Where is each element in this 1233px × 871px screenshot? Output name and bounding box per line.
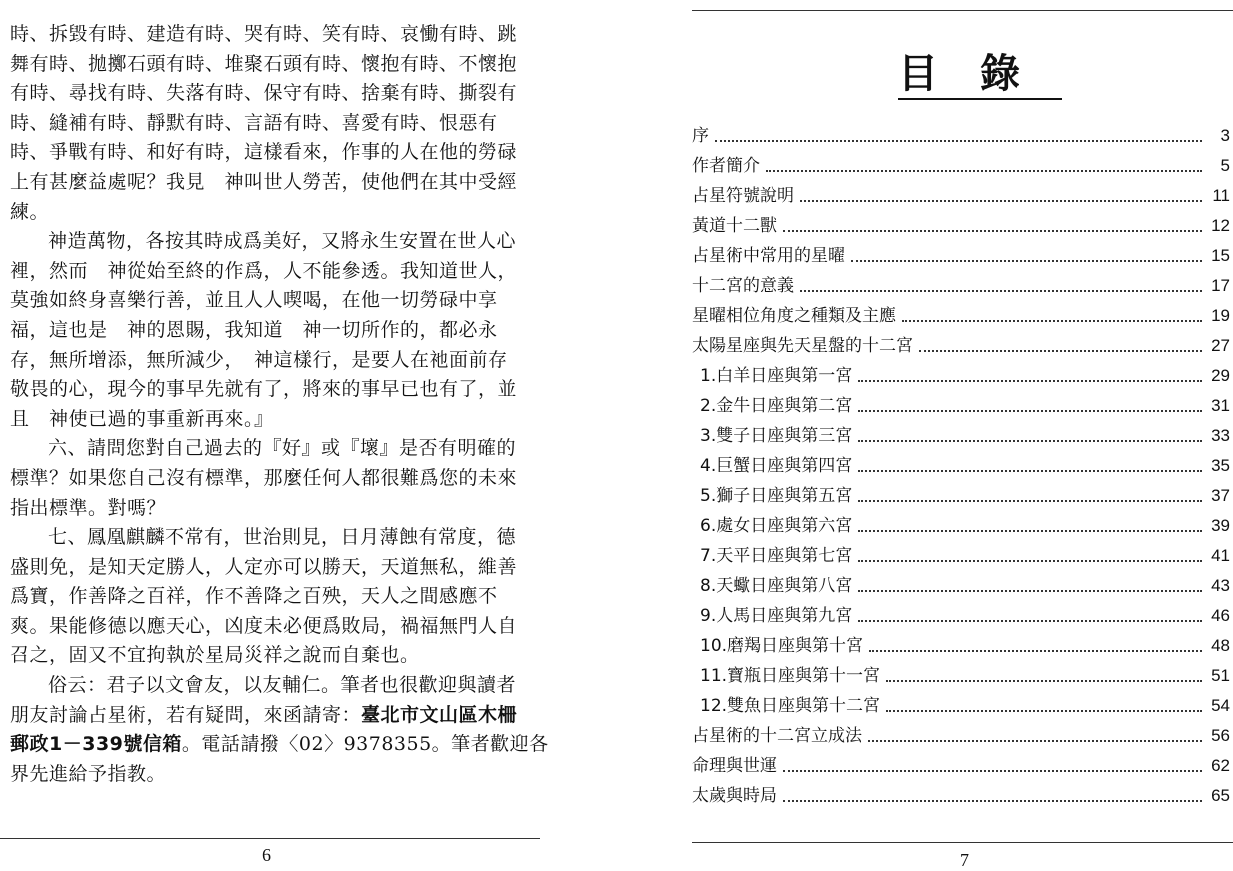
text-segment: 爲寶，作善降之百祥，作不善降之百殃，天人之間感應不 bbox=[10, 585, 498, 608]
text-line bbox=[10, 109, 550, 139]
toc-entry-title: 9.人馬日座與第九宮 bbox=[700, 606, 853, 626]
text-segment: 神造萬物，各按其時成爲美好，又將永生安置在世人心 bbox=[48, 230, 517, 253]
dot-leader bbox=[858, 620, 1202, 622]
footer-rule bbox=[692, 842, 1233, 843]
toc-entry bbox=[692, 691, 1230, 721]
toc-entry-page: 48 bbox=[1211, 636, 1230, 655]
text-line bbox=[10, 79, 550, 109]
dot-leader bbox=[858, 470, 1202, 472]
toc-entry-page: 43 bbox=[1211, 576, 1230, 595]
text-segment: 舞有時、拋擲石頭有時、堆聚石頭有時、懷抱有時、不懷抱 bbox=[10, 52, 518, 75]
dot-leader bbox=[868, 740, 1202, 742]
dot-leader bbox=[858, 590, 1202, 592]
toc-entry-title: 7.天平日座與第七宮 bbox=[700, 546, 853, 566]
toc-entry-title: 黃道十二獸 bbox=[692, 216, 777, 236]
toc-entry bbox=[692, 301, 1230, 331]
toc-entry-title: 4.巨蟹日座與第四宮 bbox=[700, 456, 853, 476]
dot-leader bbox=[851, 260, 1202, 262]
text-segment: 莫強如終身喜樂行善，並且人人喫喝，在他一切勞碌中享 bbox=[10, 289, 498, 312]
toc-entry-page: 56 bbox=[1211, 726, 1230, 745]
toc-entry-title: 10.磨羯日座與第十宮 bbox=[700, 636, 864, 656]
toc-entry-title: 2.金牛日座與第二宮 bbox=[700, 396, 853, 416]
dot-leader bbox=[783, 770, 1202, 772]
text-line bbox=[10, 523, 550, 553]
text-line bbox=[10, 434, 550, 464]
text-line bbox=[10, 405, 550, 435]
toc-entry bbox=[692, 361, 1230, 391]
text-segment: 召之，固又不宜拘執於星局災祥之說而自棄也。 bbox=[10, 644, 420, 667]
dot-leader bbox=[886, 680, 1202, 682]
toc-entry bbox=[692, 331, 1230, 361]
toc-entry bbox=[692, 751, 1230, 781]
toc-entry-page: 41 bbox=[1211, 546, 1230, 565]
text-segment: 標準？如果您自己沒有標準，那麼任何人都很難爲您的未來 bbox=[10, 466, 518, 489]
toc-entry-title: 11.寶瓶日座與第十一宮 bbox=[700, 666, 881, 686]
text-segment: 練。 bbox=[10, 200, 50, 223]
dot-leader bbox=[858, 380, 1202, 382]
toc-entry-title: 占星符號說明 bbox=[692, 186, 794, 206]
address-text: 臺北市文山區木柵 bbox=[361, 703, 518, 726]
toc-entry bbox=[692, 151, 1230, 181]
text-line bbox=[10, 641, 550, 671]
text-segment: 界先進給予指教。 bbox=[10, 762, 167, 785]
toc-entry-page: 35 bbox=[1211, 456, 1230, 475]
text-line bbox=[10, 612, 550, 642]
toc-entry-title: 序 bbox=[692, 126, 709, 146]
dot-leader bbox=[886, 710, 1202, 712]
text-line bbox=[10, 198, 550, 228]
toc-entry bbox=[692, 721, 1230, 751]
text-segment: 朋友討論占星術，若有疑問，來函請寄： bbox=[10, 703, 362, 726]
toc-entry-page: 5 bbox=[1220, 156, 1230, 175]
toc-entry bbox=[692, 421, 1230, 451]
toc-entry-title: 5.獅子日座與第五宮 bbox=[700, 486, 853, 506]
dot-leader bbox=[902, 320, 1202, 322]
text-segment: 裡，然而 神從始至終的作爲，人不能參透。我知道世人， bbox=[10, 259, 518, 282]
toc-entry-page: 33 bbox=[1211, 426, 1230, 445]
toc-entry bbox=[692, 541, 1230, 571]
toc-entry-page: 19 bbox=[1211, 306, 1230, 325]
text-segment: 爽。果能修德以應天心，凶度未必便爲敗局，禍福無門人自 bbox=[10, 614, 518, 637]
text-segment: 時、縫補有時、靜默有時、言語有時、喜愛有時、恨惡有 bbox=[10, 111, 498, 134]
toc-entry-page: 11 bbox=[1212, 186, 1230, 205]
toc-entry-title: 十二宮的意義 bbox=[692, 276, 794, 296]
toc-entry-page: 51 bbox=[1211, 666, 1230, 685]
dot-leader bbox=[800, 200, 1202, 202]
toc-entry-page: 39 bbox=[1211, 516, 1230, 535]
text-segment: 指出標準。對嗎？ bbox=[10, 496, 167, 519]
text-segment: 有時、尋找有時、失落有時、保守有時、捨棄有時、撕裂有 bbox=[10, 82, 518, 105]
address-text: 郵政1－339號信箱 bbox=[10, 733, 182, 756]
toc-entry-page: 29 bbox=[1211, 366, 1230, 385]
toc-entry-title: 星曜相位角度之種類及主應 bbox=[692, 306, 896, 326]
toc-entry-title: 3.雙子日座與第三宮 bbox=[700, 426, 853, 446]
toc-entry-title: 8.天蠍日座與第八宮 bbox=[700, 576, 853, 596]
text-segment: 。電話請撥〈02〉9378355。筆者歡迎各 bbox=[181, 733, 549, 756]
text-line bbox=[10, 494, 550, 524]
footer-rule bbox=[0, 838, 540, 839]
text-line bbox=[10, 316, 550, 346]
dot-leader bbox=[869, 650, 1202, 652]
toc-entry-title: 作者簡介 bbox=[692, 156, 760, 176]
toc-entry-title: 命理與世運 bbox=[692, 756, 777, 776]
text-line bbox=[10, 760, 550, 790]
text-line bbox=[10, 138, 550, 168]
text-line bbox=[10, 168, 550, 198]
body-text bbox=[10, 20, 550, 789]
toc-entry-title: 太歲與時局 bbox=[692, 786, 777, 806]
toc-entry-page: 17 bbox=[1211, 276, 1230, 295]
toc-entry-page: 15 bbox=[1211, 246, 1230, 265]
dot-leader bbox=[783, 230, 1202, 232]
text-line bbox=[10, 227, 550, 257]
toc-entry-title: 6.處女日座與第六宮 bbox=[700, 516, 853, 536]
dot-leader bbox=[800, 290, 1202, 292]
toc-entry bbox=[692, 121, 1230, 151]
dot-leader bbox=[858, 410, 1202, 412]
text-line bbox=[10, 671, 550, 701]
text-line bbox=[10, 286, 550, 316]
toc-entry bbox=[692, 571, 1230, 601]
text-line bbox=[10, 553, 550, 583]
toc-entry-page: 62 bbox=[1211, 756, 1230, 775]
dot-leader bbox=[766, 170, 1202, 172]
toc-entry-title: 12.雙魚日座與第十二宮 bbox=[700, 696, 881, 716]
text-segment: 福，這也是 神的恩賜，我知道 神一切所作的，都必永 bbox=[10, 318, 498, 341]
toc-entry bbox=[692, 511, 1230, 541]
right-page bbox=[680, 0, 1233, 869]
dot-leader bbox=[858, 560, 1202, 562]
dot-leader bbox=[919, 350, 1202, 352]
toc-entry bbox=[692, 481, 1230, 511]
toc-entry-page: 65 bbox=[1211, 786, 1230, 805]
toc-entry bbox=[692, 241, 1230, 271]
header-rule bbox=[692, 10, 1233, 11]
text-line bbox=[10, 375, 550, 405]
dot-leader bbox=[858, 440, 1202, 442]
toc-entry-title: 1.白羊日座與第一宮 bbox=[700, 366, 853, 386]
text-line bbox=[10, 464, 550, 494]
toc-entry bbox=[692, 391, 1230, 421]
toc-entry-title: 太陽星座與先天星盤的十二宮 bbox=[692, 336, 913, 356]
toc-entry bbox=[692, 661, 1230, 691]
toc-entry-page: 37 bbox=[1211, 486, 1230, 505]
text-segment: 時、爭戰有時、和好有時，這樣看來，作事的人在他的勞碌 bbox=[10, 141, 518, 164]
table-of-contents bbox=[692, 121, 1230, 811]
text-line bbox=[10, 257, 550, 287]
left-page bbox=[0, 0, 560, 869]
toc-entry bbox=[692, 271, 1230, 301]
toc-entry-page: 3 bbox=[1220, 126, 1230, 145]
text-line bbox=[10, 346, 550, 376]
dot-leader bbox=[858, 500, 1202, 502]
toc-entry-title: 占星術的十二宮立成法 bbox=[692, 726, 862, 746]
toc-entry-page: 27 bbox=[1211, 336, 1230, 355]
toc-entry-page: 46 bbox=[1211, 606, 1230, 625]
dot-leader bbox=[715, 140, 1202, 142]
toc-entry bbox=[692, 631, 1230, 661]
text-line bbox=[10, 50, 550, 80]
text-segment: 六、請問您對自己過去的『好』或『壞』是否有明確的 bbox=[48, 437, 517, 460]
text-segment: 且 神使已過的事重新再來。』 bbox=[10, 407, 274, 430]
text-line bbox=[10, 730, 550, 760]
text-segment: 俗云：君子以文會友，以友輔仁。筆者也很歡迎與讀者 bbox=[48, 674, 517, 697]
page-number: 7 bbox=[960, 850, 969, 870]
toc-entry bbox=[692, 451, 1230, 481]
toc-entry bbox=[692, 601, 1230, 631]
text-segment: 時、拆毀有時、建造有時、哭有時、笑有時、哀慟有時、跳 bbox=[10, 23, 518, 45]
toc-entry-title: 占星術中常用的星曜 bbox=[692, 246, 845, 266]
text-segment: 盛則免，是知天定勝人，人定亦可以勝天，天道無私，維善 bbox=[10, 555, 518, 578]
dot-leader bbox=[783, 800, 1202, 802]
toc-entry-page: 31 bbox=[1211, 396, 1230, 415]
text-segment: 存，無所增添，無所減少， 神這樣行，是要人在祂面前存 bbox=[10, 348, 508, 371]
text-line bbox=[10, 582, 550, 612]
toc-entry-page: 12 bbox=[1211, 216, 1230, 235]
text-segment: 敬畏的心，現今的事早先就有了，將來的事早已也有了，並 bbox=[10, 378, 518, 401]
toc-entry bbox=[692, 211, 1230, 241]
text-line bbox=[10, 20, 550, 50]
text-line bbox=[10, 701, 550, 731]
toc-entry-page: 54 bbox=[1211, 696, 1230, 715]
text-segment: 上有甚麼益處呢？我見 神叫世人勞苦，使他們在其中受經 bbox=[10, 170, 518, 193]
text-segment: 七、鳳凰麒麟不常有，世治則見，日月薄蝕有常度，德 bbox=[48, 526, 517, 549]
page-title: 目錄 bbox=[898, 50, 1062, 100]
page-number: 6 bbox=[262, 845, 271, 865]
toc-entry bbox=[692, 781, 1230, 811]
toc-entry bbox=[692, 181, 1230, 211]
dot-leader bbox=[858, 530, 1202, 532]
